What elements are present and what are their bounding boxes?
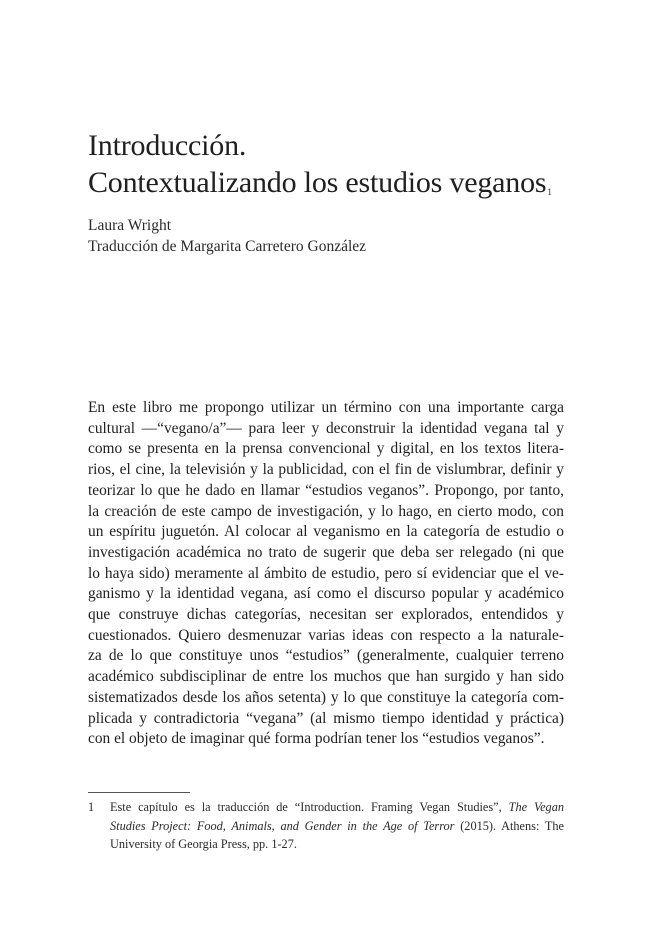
footnote — [88, 798, 564, 854]
body-line: que construye dichas categorías, necesitan ser explorados, entendidos y — [88, 606, 564, 624]
body-line: un espíritu juguetón. Al colocar al veganismo en la categoría de estudio o — [88, 523, 564, 541]
footnote-text: Este capítulo es la traducción de “Introduction. Framing Vegan Studies”, — [110, 800, 509, 814]
body-line: académico subdisciplinar de entre los muchos que han surgido y han sido — [88, 668, 564, 686]
translator-credit: Traducción de Margarita Carretero González — [88, 238, 367, 255]
body-line: la creación de este campo de investigación, y lo hago, en cierto modo, con — [88, 502, 564, 520]
body-paragraph — [88, 398, 564, 750]
body-line: En este libro me propongo utilizar un término con una importante carga — [88, 399, 564, 416]
footnote-line-1 — [110, 798, 564, 817]
footnote-book-title: The Vegan — [508, 800, 565, 814]
body-line: cuestionados. Quiero desmenuzar varias ideas con respecto a la naturale- — [88, 626, 564, 644]
footnote-book-title: Studies Project: Food, Animals, and Gender in the Age of Terror — [110, 818, 455, 833]
title-footnote-marker[interactable]: 1 — [547, 187, 552, 197]
author-name: Laura Wright — [88, 217, 172, 234]
footnote-number: 1 — [88, 800, 95, 814]
body-line: ganismo y la identidad vegana, así como el discurso popular y académico — [88, 585, 564, 603]
body-line: rios, el cine, la televisión y la publicidad, con el fin de vislumbrar, definir y — [88, 461, 564, 479]
footnote-line-3: University of Georgia Press, pp. 1-27. — [110, 837, 297, 851]
author-block — [88, 215, 366, 257]
body-line: teorizar lo que he dado en llamar “estudios veganos”. Propongo, por tanto, — [88, 481, 564, 499]
body-line: cultural —“vegano/a”— para leer y deconstruir la identidad vegana tal y — [88, 419, 564, 437]
footnote-line-2 — [110, 817, 564, 836]
body-line: con el objeto de imaginar qué forma podrían tener los “estudios veganos”. — [88, 730, 545, 748]
chapter-title-line-1: Introducción. — [88, 129, 247, 162]
chapter-title — [88, 127, 568, 201]
body-line: plicada y contradictoria “vegana” (al mismo tiempo identidad y práctica) — [88, 709, 564, 727]
chapter-title-line-2-text: Contextualizando los estudios veganos — [88, 166, 547, 199]
body-line: investigación académica no trato de sugerir que deba ser relegado (ni que — [88, 543, 564, 561]
chapter-title-line-2 — [88, 164, 568, 201]
footnote-divider — [88, 792, 190, 793]
body-line: como se presenta en la prensa convencional y digital, en los textos litera- — [88, 440, 564, 458]
footnote-text: (2015). Athens: The — [454, 818, 564, 833]
body-line: lo haya sido) meramente al ámbito de estudio, pero sí evidenciar que el ve- — [88, 564, 564, 582]
body-line: sistematizados desde los años setenta) y lo que constituye la categoría com- — [88, 688, 564, 706]
footnote-body — [110, 798, 564, 854]
body-line: za de lo que constituye unos “estudios” (generalmente, cualquier terreno — [88, 647, 564, 665]
